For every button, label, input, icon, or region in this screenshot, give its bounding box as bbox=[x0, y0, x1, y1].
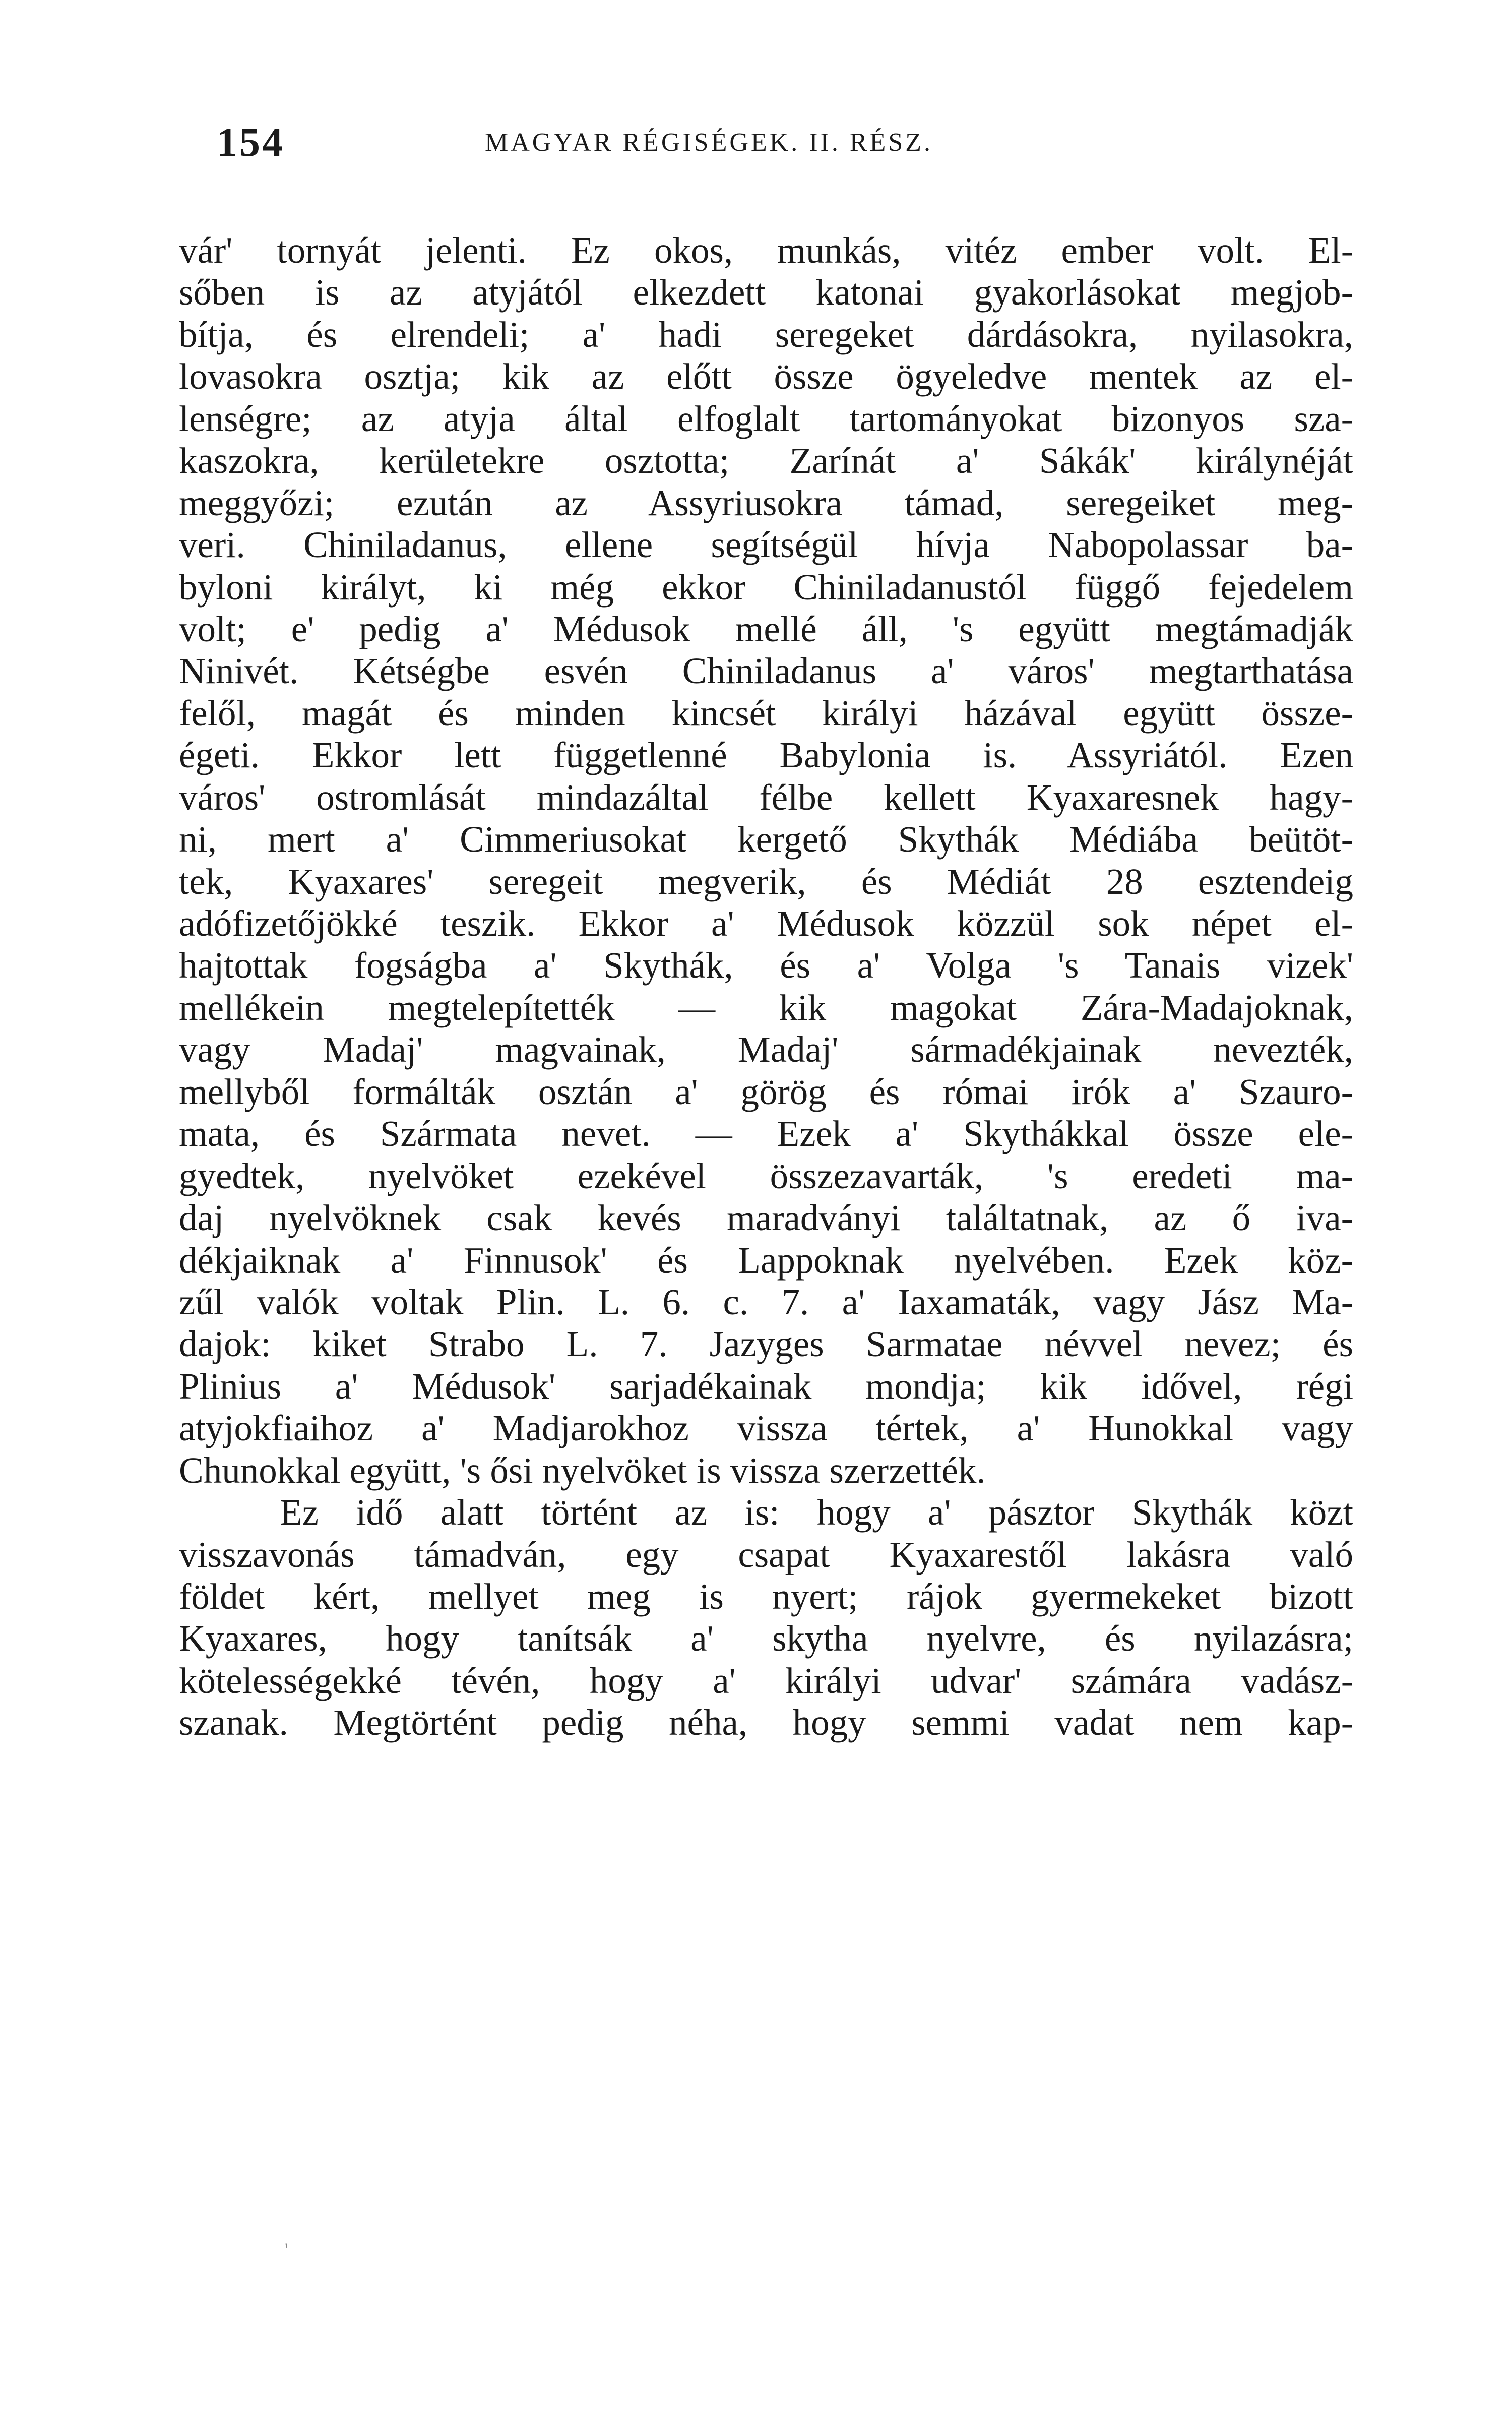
running-head: MAGYAR RÉGISÉGEK. II. RÉSZ. bbox=[485, 128, 933, 157]
text-line: gyedtek, nyelvöket ezekével összezavarták, 's eredeti ma- bbox=[179, 1155, 1353, 1196]
stray-ink-mark: ' bbox=[285, 2239, 288, 2259]
text-line: szanak. Megtörtént pedig néha, hogy semmi vadat nem kap- bbox=[179, 1702, 1353, 1743]
text-line: vár' tornyát jelenti. Ez okos, munkás, vitéz ember volt. El- bbox=[179, 230, 1353, 271]
text-line: kötelességekké tévén, hogy a' királyi udvar' számára vadász- bbox=[179, 1660, 1353, 1701]
text-line: vagy Madaj' magvainak, Madaj' sármadékjainak nevezték, bbox=[179, 1029, 1353, 1070]
text-line: felől, magát és minden kincsét királyi házával együtt össze- bbox=[179, 692, 1353, 734]
text-line: bítja, és elrendeli; a' hadi seregeket dárdásokra, nyilasokra, bbox=[179, 314, 1353, 355]
paragraph bbox=[179, 229, 1353, 1491]
text-line: byloni királyt, ki még ekkor Chiniladanustól függő fejedelem bbox=[179, 566, 1353, 608]
page-number: 154 bbox=[217, 119, 285, 165]
text-line: adófizetőjökké teszik. Ekkor a' Médusok közzül sok népet el- bbox=[179, 903, 1353, 944]
text-line: Chunokkal együtt, 's ősi nyelvöket is vissza szerzették. bbox=[179, 1449, 986, 1491]
text-line: sőben is az atyjától elkezdett katonai gyakorlásokat megjob- bbox=[179, 272, 1353, 313]
text-line: visszavonás támadván, egy csapat Kyaxarestől lakásra való bbox=[179, 1534, 1353, 1575]
text-line: volt; e' pedig a' Médusok mellé áll, 's együtt megtámadják bbox=[179, 608, 1353, 649]
text-line: Ez idő alatt történt az is: hogy a' pásztor Skythák közt bbox=[280, 1492, 1353, 1533]
text-line: daj nyelvöknek csak kevés maradványi találtatnak, az ő iva- bbox=[179, 1197, 1353, 1239]
text-line: meggyőzi; ezután az Assyriusokra támad, seregeiket meg- bbox=[179, 482, 1353, 523]
text-line: földet kért, mellyet meg is nyert; rájok gyermekeket bizott bbox=[179, 1576, 1353, 1617]
paragraph bbox=[179, 1491, 1353, 1744]
text-line: lenségre; az atyja által elfoglalt tartományokat bizonyos sza- bbox=[179, 398, 1353, 439]
text-line: dékjaiknak a' Finnusok' és Lappoknak nyelvében. Ezek köz- bbox=[179, 1239, 1353, 1281]
text-line: tek, Kyaxares' seregeit megverik, és Médiát 28 esztendeig bbox=[179, 861, 1353, 902]
text-line: kaszokra, kerületekre osztotta; Zarínát a' Sákák' királynéját bbox=[179, 440, 1353, 481]
text-line: atyjokfiaihoz a' Madjarokhoz vissza tértek, a' Hunokkal vagy bbox=[179, 1408, 1353, 1449]
text-line: zűl valók voltak Plin. L. 6. c. 7. a' Iaxamaták, vagy Jász Ma- bbox=[179, 1281, 1353, 1322]
text-line: ni, mert a' Cimmeriusokat kergető Skythák Médiába beütöt- bbox=[179, 819, 1353, 860]
text-line: Kyaxares, hogy tanítsák a' skytha nyelvre, és nyilazásra; bbox=[179, 1618, 1353, 1659]
text-line: hajtottak fogságba a' Skythák, és a' Volga 's Tanais vizek' bbox=[179, 945, 1353, 986]
body-text bbox=[179, 229, 1353, 1744]
text-line: mellékein megtelepítették — kik magokat Zára-Madajoknak, bbox=[179, 987, 1353, 1028]
text-line: dajok: kiket Strabo L. 7. Jazyges Sarmatae névvel nevez; és bbox=[179, 1323, 1353, 1365]
text-line: mata, és Szármata nevet. — Ezek a' Skythákkal össze ele- bbox=[179, 1113, 1353, 1155]
text-line: város' ostromlását mindazáltal félbe kellett Kyaxaresnek hagy- bbox=[179, 776, 1353, 818]
text-line: Plinius a' Médusok' sarjadékainak mondja; kik idővel, régi bbox=[179, 1365, 1353, 1407]
text-line: Ninivét. Kétségbe esvén Chiniladanus a' város' megtarthatása bbox=[179, 650, 1353, 692]
text-line: égeti. Ekkor lett függetlenné Babylonia is. Assyriától. Ezen bbox=[179, 735, 1353, 776]
text-line: mellyből formálták osztán a' görög és római irók a' Szauro- bbox=[179, 1071, 1353, 1112]
text-line: veri. Chiniladanus, ellene segítségül hívja Nabopolassar ba- bbox=[179, 524, 1353, 566]
text-line: lovasokra osztja; kik az előtt össze ögyeledve mentek az el- bbox=[179, 356, 1353, 397]
page-header bbox=[176, 118, 1336, 179]
